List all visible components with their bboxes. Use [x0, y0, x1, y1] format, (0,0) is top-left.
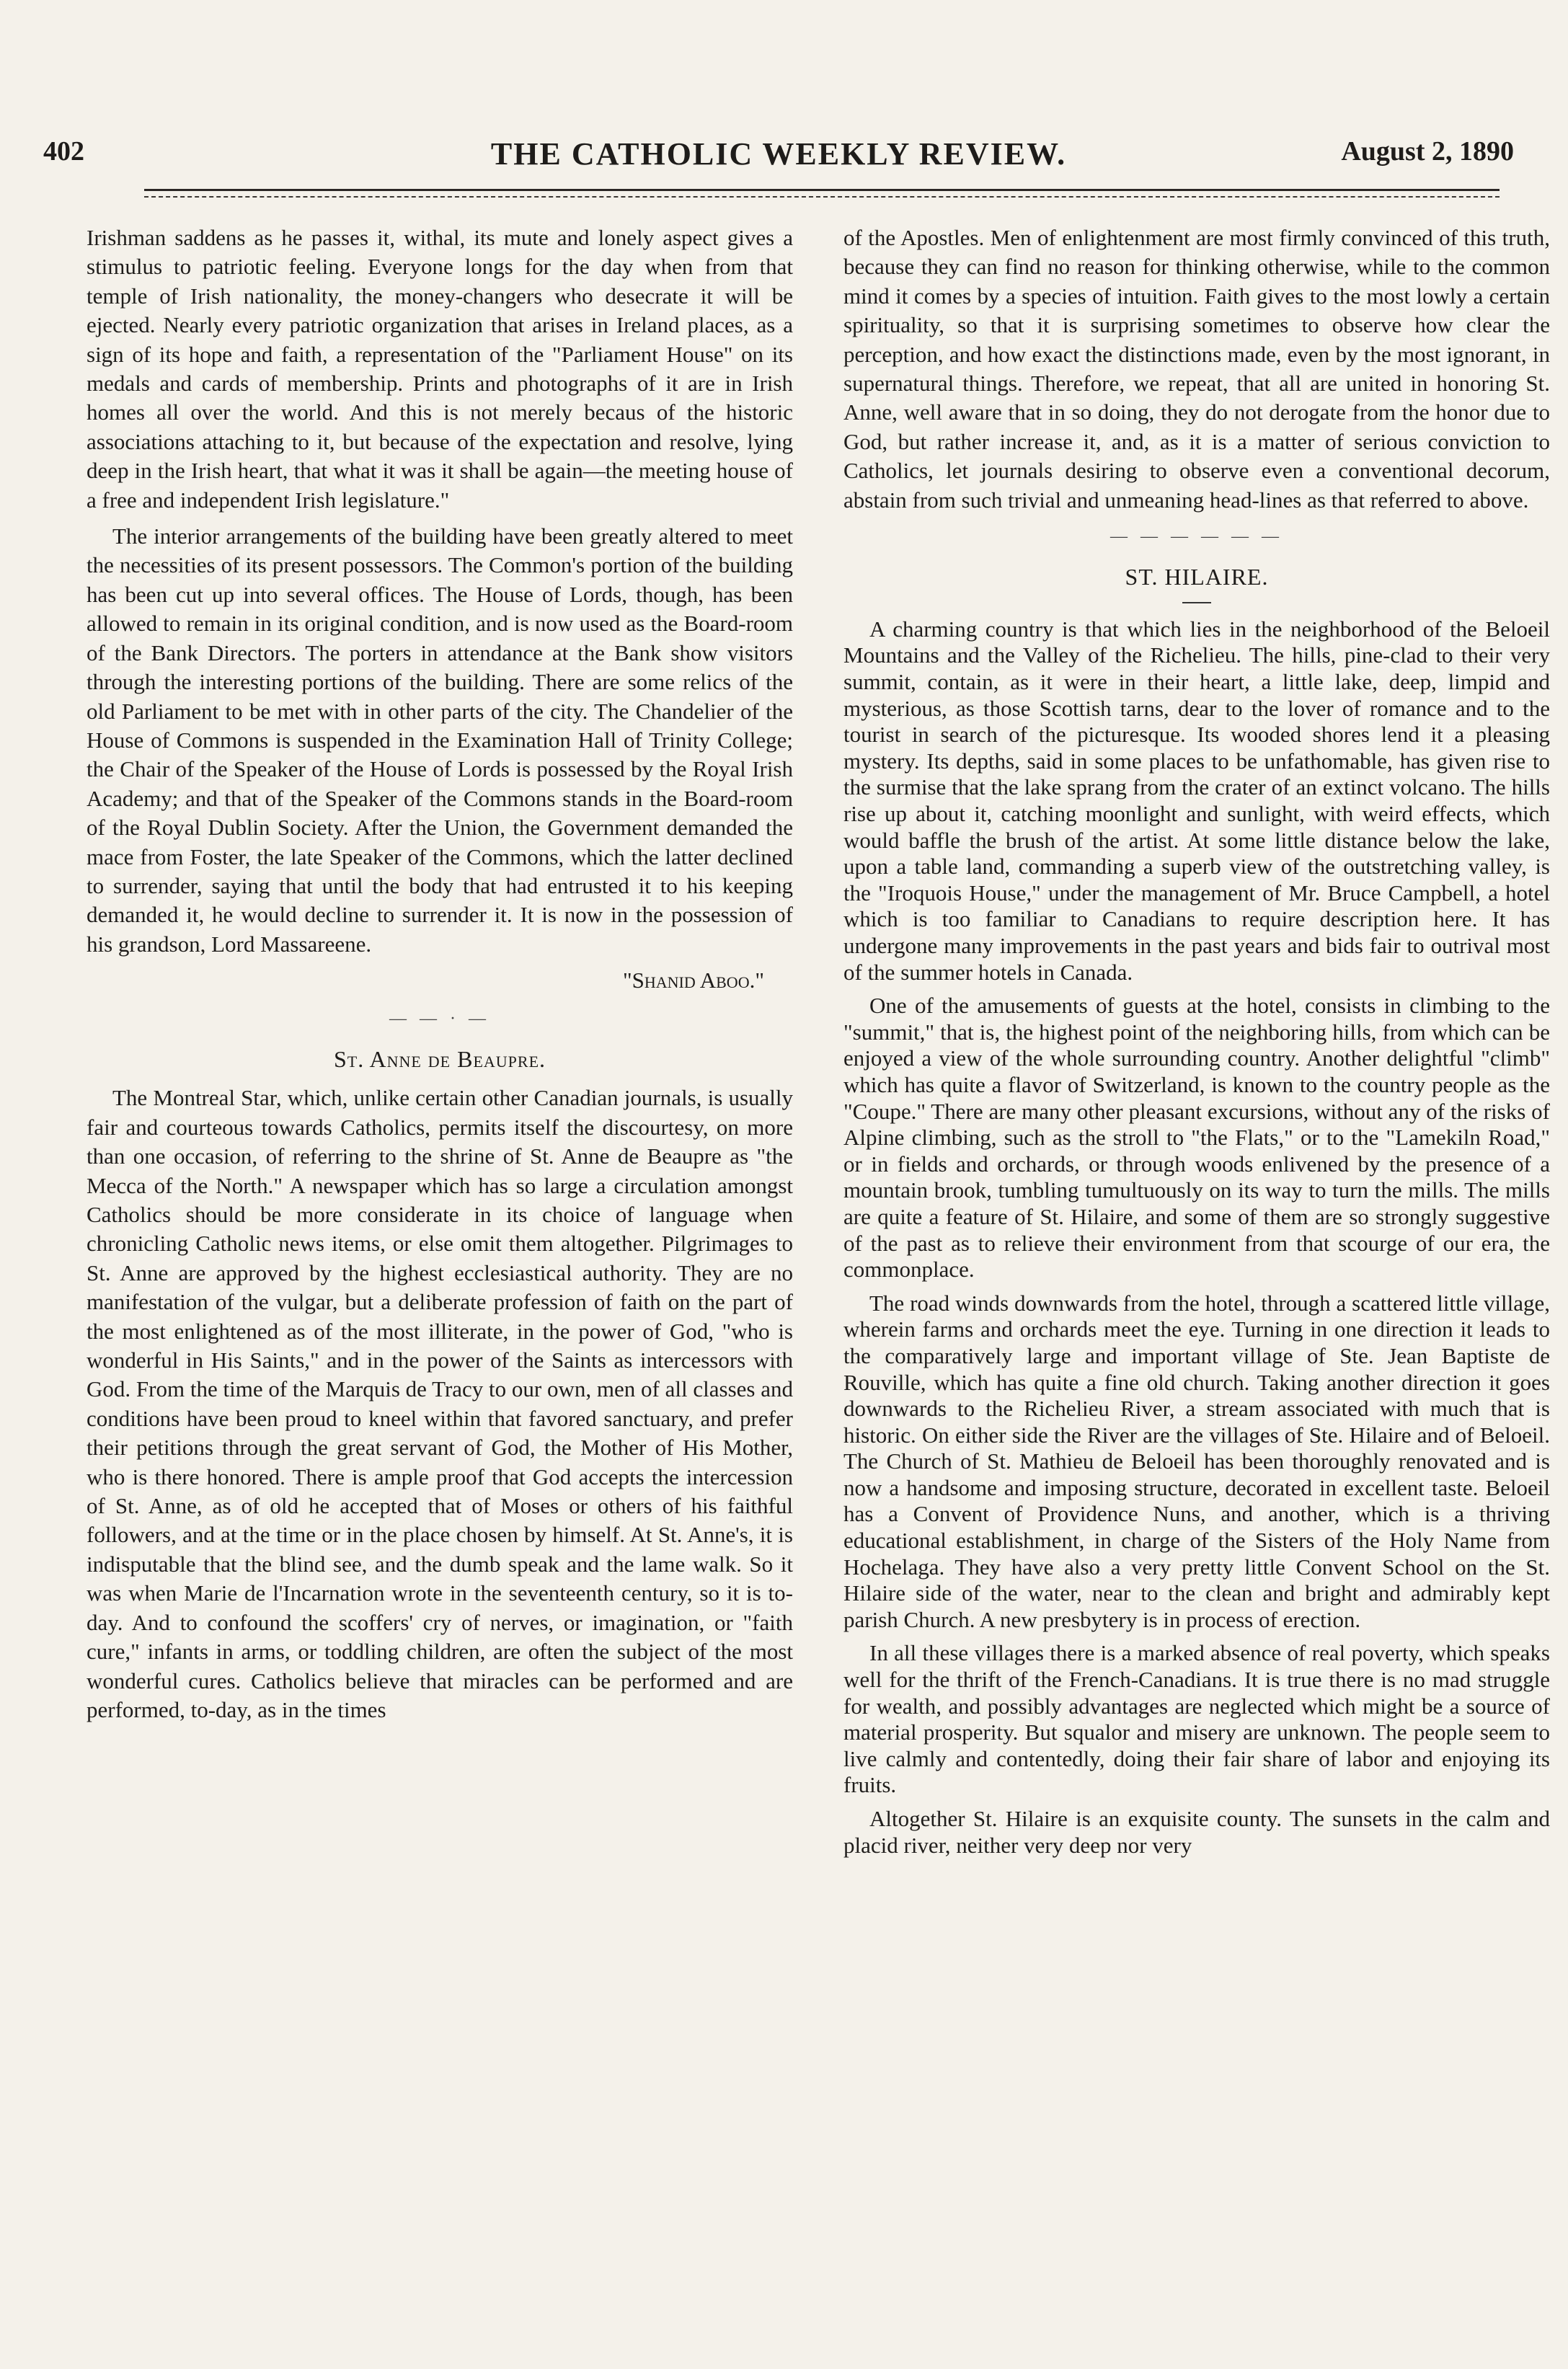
- paragraph: The Montreal Star, which, unlike certain other Canadian journals, is usually fair and courteous towards Catholics, permits itself the discourtesy, on more than one occasion, of referring to the shrine of St. Anne de Beaupre as "the Mecca of the North." A newspaper which has so large a circulation amongst Catholics should be more considerate in its choice of language when chronicling Catholic news items, or else omit them altogether. Pilgrimages to St. Anne are approved by the highest ecclesiastical authority. They are no manifestation of the vulgar, but a deliberate profession of faith on the part of the most enlightened as of the most illiterate, in the power of God, "who is wonderful in His Saints," and in the power of the Saints as intercessors with God. From the time of the Marquis de Tracy to our own, men of all classes and conditions have been proud to kneel within that favored sanctuary, and prefer their petitions through the great servant of God, the Mother of His Mother, who is there honored. There is ample proof that God accepts the intercession of St. Anne, as of old he accepted that of Moses or others of his faithful followers, and at the time or in the place chosen by himself. At St. Anne's, it is indisputable that the blind see, and the dumb speak and the lame walk. So it was when Marie de l'Incarnation wrote in the seventeenth century, so it is to-day. And to confound the scoffers' cry of nerves, or imagination, or "faith cure," infants in arms, or toddling children, are often the subject of the most wonderful cures. Catholics believe that miracles can be performed and are performed, to-day, as in the times: [87, 1085, 793, 1722]
- left-column: [87, 223, 793, 1732]
- signature: "Shanid Aboo.": [622, 967, 764, 993]
- separator: — — · —: [389, 1009, 490, 1028]
- paragraph: of the Apostles. Men of enlightenment are most firmly convinced of this truth, because they can find no reason for thinking otherwise, while to the common mind it comes by a species of intuition. Faith gives to the most lowly a certain spirituality, so that it is surprising sometimes to observe how clear the perception, and how exact the distinctions made, even by the most ignorant, in supernatural things. Therefore, we repeat, that all are united in honoring St. Anne, well aware that in so doing, they do not derogate from the honor due to God, but rather increase it, and, as it is a matter of serious conviction to Catholics, let journals desiring to observe even a conventional decorum, abstain from such trivial and unmeaning head-lines as that referred to above.: [843, 225, 1550, 513]
- section-title-st-anne: St. Anne de Beaupre.: [333, 1045, 546, 1072]
- paragraph: Altogether St. Hilaire is an exquisite county. The sunsets in the calm and placid river, neither very deep nor very: [843, 1806, 1550, 1858]
- paragraph: One of the amusements of guests at the hotel, consists in climbing to the "summit," that is, the highest point of the neighboring hills, from which can be enjoyed a view of the whole surrounding country. Another delightful "climb" which has quite a flavor of Switzerland, is known to the country people as the "Coupe." There are many other pleasant excursions, without any of the risks of Alpine climbing, such as the stroll to "the Flats," or to the "Lamekiln Road," or in fields and orchards, or through woods enlivened by the presence of a mountain brook, tumbling tumultuously on its way to turn the mills. The mills are quite a feature of St. Hilaire, and some of them are so strongly suggestive of the past as to relieve their environment from that scourge of our era, the commonplace.: [843, 993, 1550, 1283]
- paragraph: Irishman saddens as he passes it, withal, its mute and lonely aspect gives a stimulus to patriotic feeling. Everyone longs for the day when from that temple of Irish nationality, the money-changers who desecrate it will be ejected. Nearly every patriotic organization that arises in Ireland places, as a sign of its hope and faith, a representation of the "Parliament House" on its medals and cards of membership. Prints and photographs of it are in Irish homes all over the world. And this is not merely becaus of the historic associations attaching to it, but because of the expectation and resolve, lying deep in the Irish heart, that what it was it shall be again—the meeting house of a free and independent Irish legislature.": [87, 225, 793, 513]
- right-column: [843, 223, 1550, 1866]
- section-title-st-hilaire: ST. HILAIRE.: [1125, 564, 1269, 590]
- paragraph: A charming country is that which lies in the neighborhood of the Beloeil Mountains and the Valley of the Richelieu. The hills, pine-clad to their very summit, contain, as it were in their heart, a little lake, deep, limpid and mysterious, as those Scottish tarns, dear to the lover of romance and to the tourist in search of the picturesque. Its wooded shores lend it a pleasing mystery. Its depths, said in some places to be unfathomable, has given rise to the surmise that the lake sprang from the crater of an extinct volcano. The hills rise up about it, catching moonlight and sunlight, with weird effects, which would baffle the brush of the artist. At some little distance below the lake, upon a table land, commanding a superb view of the outstretching valley, is the "Iroquois House," under the management of Mr. Bruce Campbell, a hotel which is too familiar to Canadians to require description here. It has undergone many improvements in the past years and bids fair to outrival most of the summer hotels in Canada.: [843, 616, 1550, 985]
- paragraph: The road winds downwards from the hotel, through a scattered little village, wherein farms and orchards meet the eye. Turning in one direction it leads to the comparatively large and important village of Ste. Jean Baptiste de Rouville, which has quite a fine old church. Taking another direction it goes downwards to the Richelieu River, a stream associated with much that is historic. On either side the River are the villages of Ste. Hilaire and of Beloeil. The Church of St. Mathieu de Beloeil has been thoroughly renovated and is now a handsome and imposing structure, decorated in excellent taste. Beloeil has a Convent of Providence Nuns, and another, which is a thriving educational establishment, in charge of the Sisters of the Holy Name from Hochelaga. They have also a very pretty little Convent School on the St. Hilaire side of the water, near to the clean and bright and admirably kept parish Church. A new presbytery is in process of erection.: [843, 1290, 1550, 1632]
- paragraph: The interior arrangements of the building have been greatly altered to meet the necessities of its present possessors. The Common's portion of the building has been cut up into several offices. The House of Lords, though, has been allowed to remain in its original condition, and is now used as the Board-room of the Bank Directors. The porters in attendance at the Bank show visitors through the interesting portions of the building. There are some relics of the old Parliament to be met with in other parts of the city. The Chandelier of the House of Commons is suspended in the Examination Hall of Trinity College; the Chair of the Speaker of the House of Lords is possessed by the Royal Irish Academy; and that of the Speaker of the Commons stands in the Board-room of the Royal Dublin Society. After the Union, the Government demanded the mace from Foster, the late Speaker of the Commons, which the latter declined to surrender, saying that until the body that had entrusted it to his keeping demanded it, he would decline to surrender it. It is now in the possession of his grandson, Lord Massareene.: [87, 523, 793, 957]
- header-rule-dashed: [144, 196, 1500, 198]
- paragraph: In all these villages there is a marked absence of real poverty, which speaks well for the thrift of the French-Canadians. It is true there is no mad struggle for wealth, and possibly advantages are neglected which might be a source of material prosperity. But squalor and misery are unknown. The people seem to live calmly and contentedly, doing their fair share of labor and enjoying its fruits.: [843, 1640, 1550, 1798]
- header-rule: [144, 189, 1500, 191]
- page-header: [43, 136, 1514, 179]
- separator: — — — — — —: [1110, 527, 1283, 546]
- issue-date: August 2, 1890: [1341, 136, 1514, 167]
- masthead-title: THE CATHOLIC WEEKLY REVIEW.: [490, 136, 1067, 172]
- page-number: 402: [43, 136, 84, 167]
- title-underline: [1182, 602, 1211, 603]
